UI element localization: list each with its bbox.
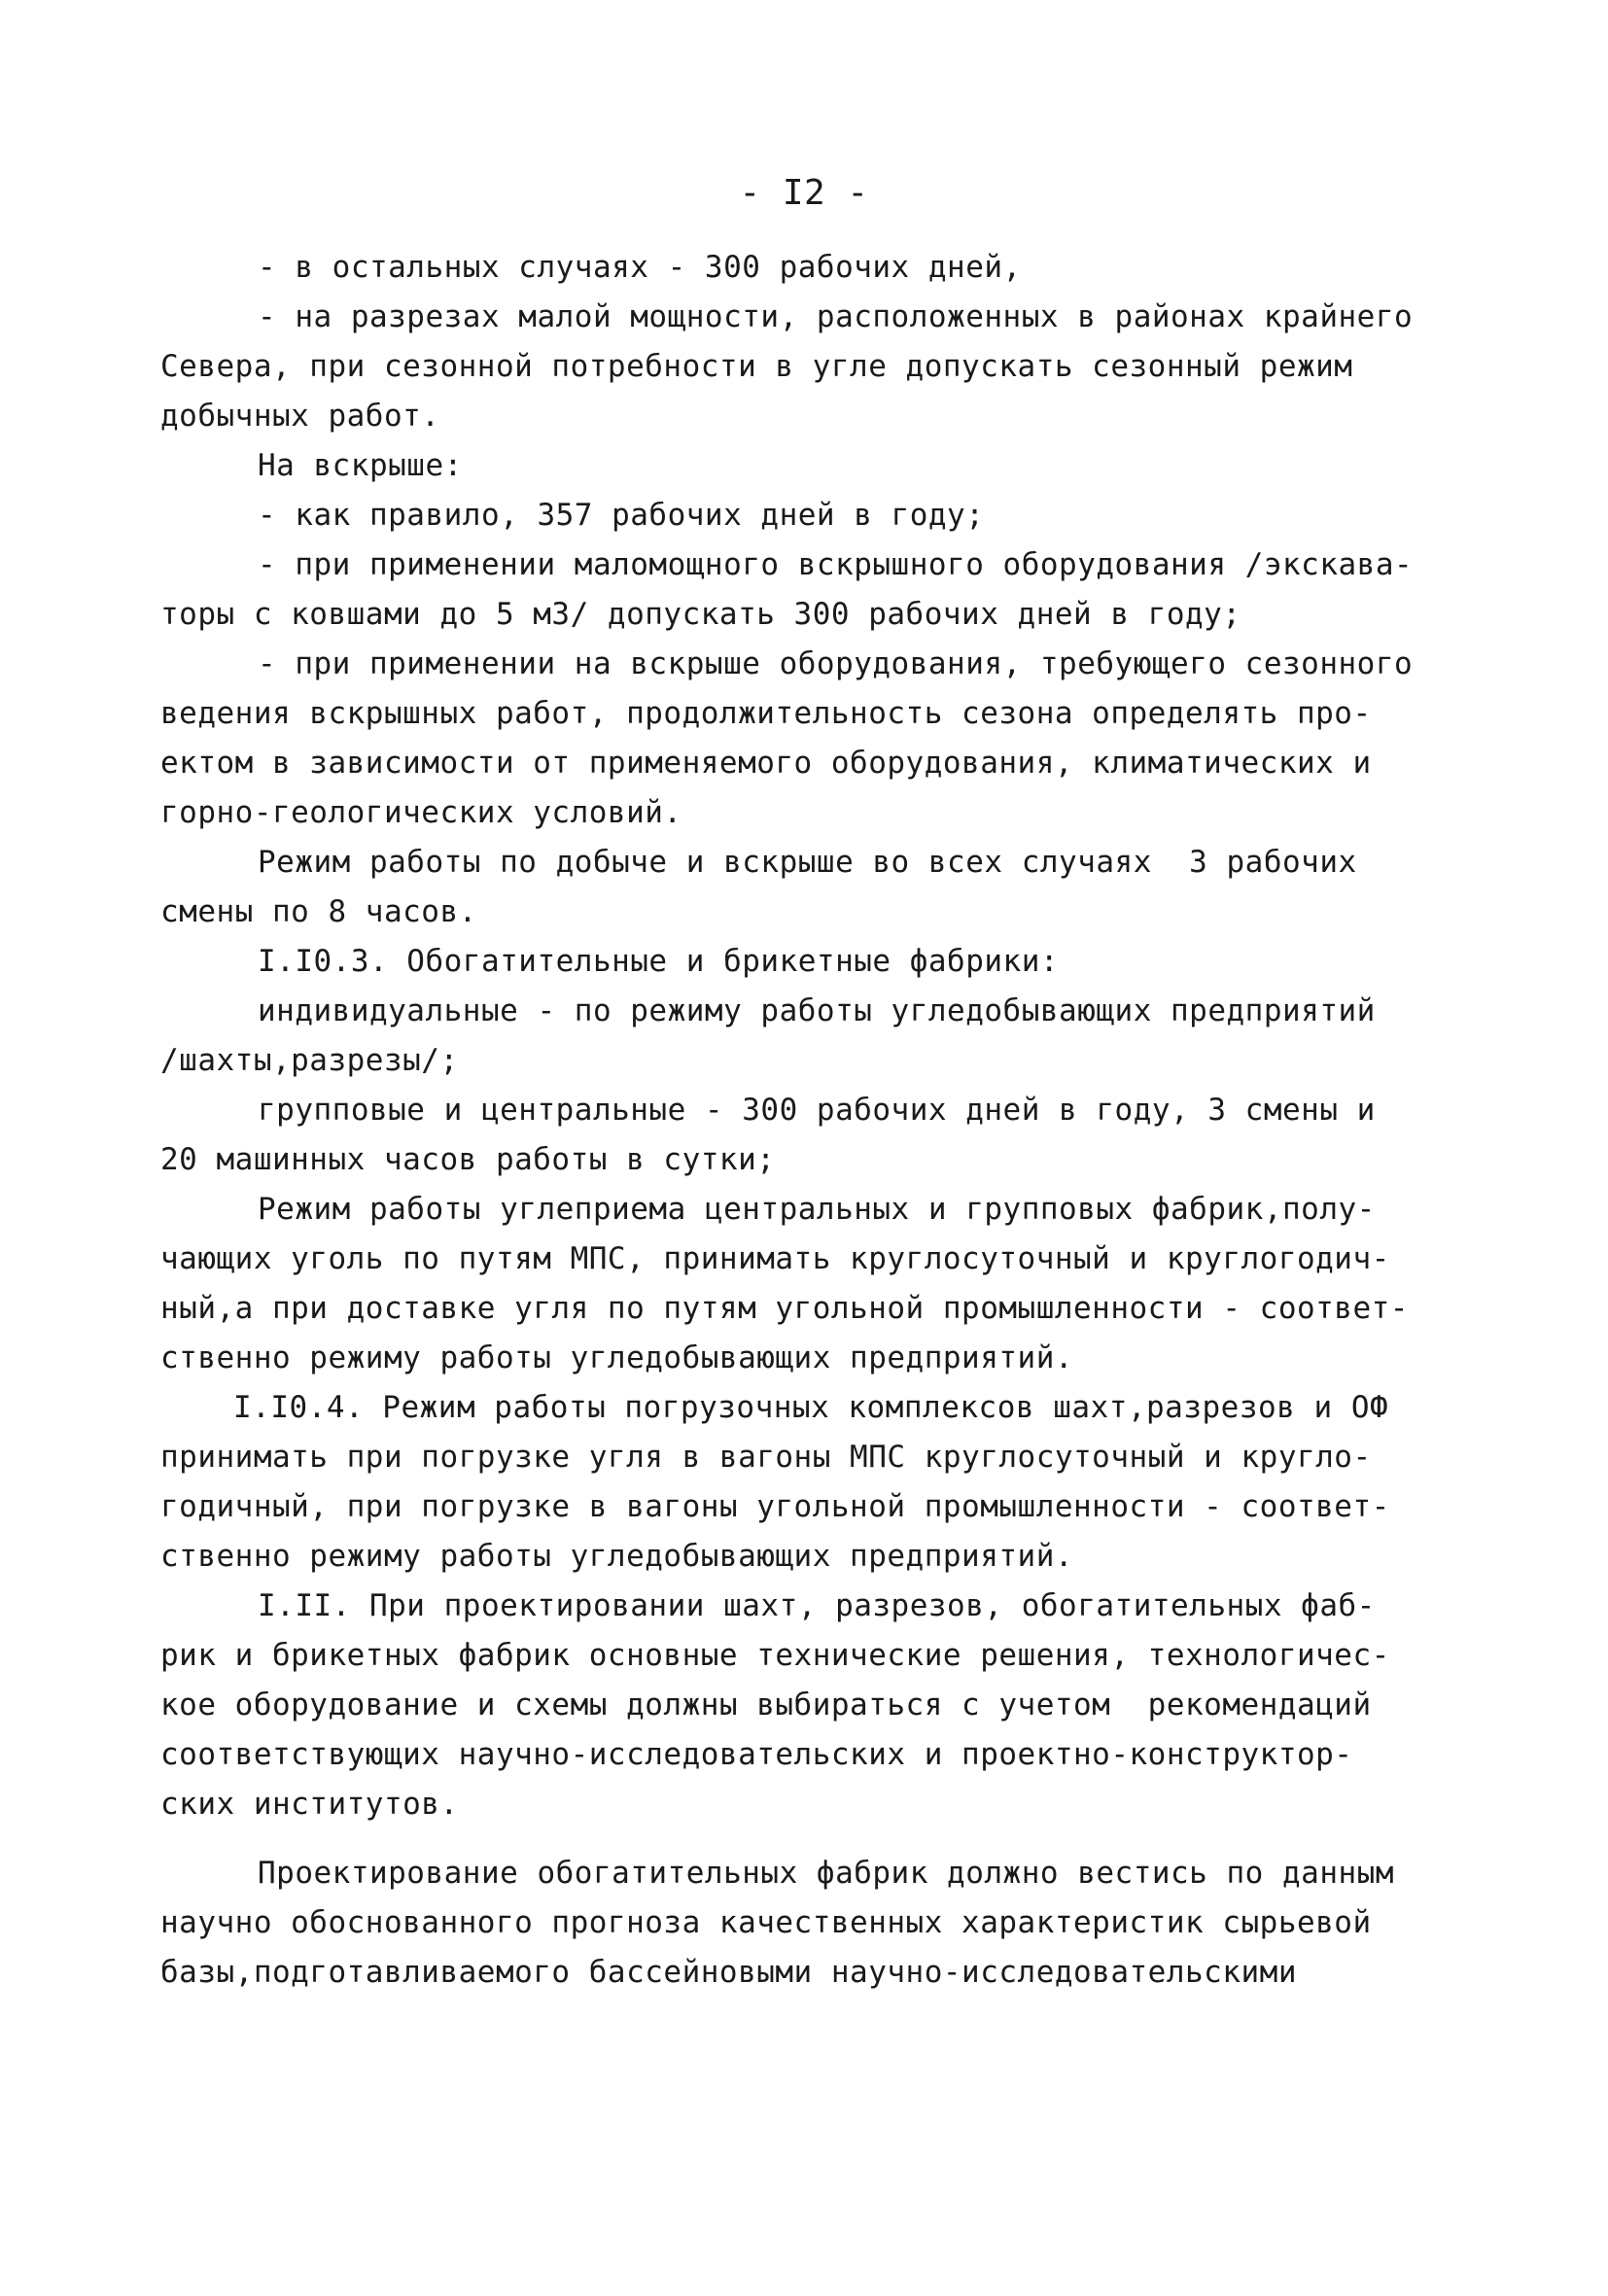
text-line: На вскрыше: [258, 448, 463, 483]
text-line: - при применении на вскрыше оборудования, требующего сезонного [258, 646, 1414, 681]
text-line: ственно режиму работы угледобывающих предприятий. [160, 1340, 1074, 1375]
text-line: принимать при погрузке угля в вагоны МПС круглосуточный и кругло- [160, 1440, 1372, 1475]
text-line: ственно режиму работы угледобывающих предприятий. [160, 1539, 1074, 1574]
text-line: ный,а при доставке угля по путям угольной промышленности - соответ- [160, 1291, 1409, 1326]
text-line: ведения вскрышных работ, продолжительность сезона определять про- [160, 696, 1372, 731]
text-line: смены по 8 часов. [160, 894, 477, 929]
text-line: годичный, при погрузке в вагоны угольной промышленности - соответ- [160, 1489, 1390, 1524]
text-line: - на разрезах малой мощности, расположенных в районах крайнего [258, 299, 1414, 334]
text-line: чающих уголь по путям МПС, принимать круглосуточный и круглогодич- [160, 1241, 1390, 1276]
text-line: соответствующих научно-исследовательских и проектно-конструктор- [160, 1737, 1353, 1772]
text-line: - как правило, 357 рабочих дней в году; [258, 498, 985, 533]
text-line: 20 машинных часов работы в сутки; [160, 1142, 776, 1177]
section-heading: I.I0.4. Режим работы погрузочных комплексов шахт,разрезов и ОФ [233, 1390, 1389, 1425]
page-number: - I2 - [739, 173, 869, 213]
text-line: Севера, при сезонной потребности в угле допускать сезонный режим [160, 349, 1353, 384]
text-line: индивидуальные - по режиму работы угледобывающих предприятий [258, 993, 1376, 1028]
text-line: Режим работы углеприема центральных и групповых фабрик,полу- [258, 1192, 1376, 1227]
text-line: Режим работы по добыче и вскрыше во всех случаях 3 рабочих [258, 845, 1357, 880]
text-line: горно-геологических условий. [160, 795, 682, 830]
text-line: ских институтов. [160, 1787, 459, 1822]
text-line: научно обоснованного прогноза качественных характеристик сырьевой [160, 1905, 1372, 1940]
text-line: Проектирование обогатительных фабрик должно вестись по данным [258, 1856, 1394, 1891]
section-heading: I.I0.3. Обогатительные и брикетные фабрики: [258, 944, 1060, 979]
text-line: добычных работ. [160, 399, 440, 434]
text-line: торы с ковшами до 5 м3/ допускать 300 рабочих дней в году; [160, 597, 1241, 632]
text-line: - при применении маломощного вскрышного оборудования /экскава- [258, 547, 1414, 582]
text-line: - в остальных случаях - 300 рабочих дней, [258, 250, 1022, 285]
text-line: рик и брикетных фабрик основные технические решения, технологичес- [160, 1638, 1390, 1673]
text-line: кое оборудование и схемы должны выбираться с учетом рекомендаций [160, 1687, 1372, 1722]
section-heading: I.II. При проектировании шахт, разрезов, обогатительных фаб- [258, 1588, 1376, 1623]
text-line: ектом в зависимости от применяемого оборудования, климатических и [160, 746, 1372, 781]
text-line: групповые и центральные - 300 рабочих дней в году, 3 смены и [258, 1093, 1376, 1128]
text-line: базы,подготавливаемого бассейновыми научно-исследовательскими [160, 1955, 1297, 1990]
text-line: /шахты,разрезы/; [160, 1043, 459, 1078]
